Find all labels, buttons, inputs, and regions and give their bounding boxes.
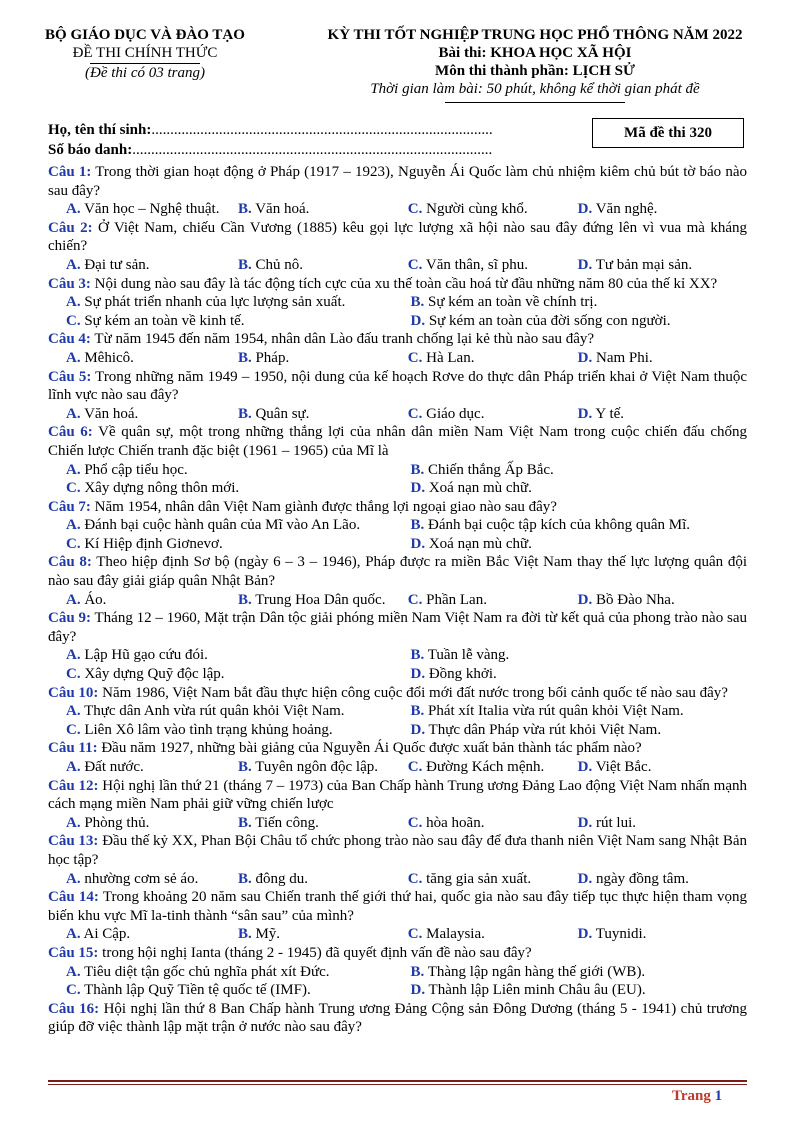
question-text: Năm 1954, nhân dân Việt Nam giành được thắng lợi ngoại giao nào sau đây? [90, 498, 557, 515]
option-text: nhường cơm sẻ áo. [80, 870, 199, 887]
option-row [48, 349, 747, 368]
question-stem [48, 368, 747, 405]
option-row [48, 516, 747, 535]
option-row [48, 721, 747, 740]
option-text: Tư bản mại sản. [592, 256, 693, 273]
option-text: Kí Hiệp định Giơnevơ. [80, 535, 223, 552]
answer-option[interactable] [220, 870, 390, 889]
answer-option[interactable] [404, 721, 747, 740]
header-right [300, 26, 770, 103]
option-row [48, 535, 747, 554]
answer-option[interactable] [390, 405, 560, 424]
option-row [48, 312, 747, 331]
question-item [48, 330, 747, 367]
answer-option[interactable] [404, 981, 747, 1000]
answer-option[interactable] [390, 200, 560, 219]
question-number: Câu 12: [48, 777, 99, 794]
option-text: Sự kém an toàn của đời sống con người. [425, 312, 671, 329]
answer-option[interactable] [404, 312, 747, 331]
option-letter: C. [407, 814, 423, 831]
option-letter: A. [66, 517, 81, 534]
answer-option[interactable] [48, 981, 404, 1000]
option-letter: A. [66, 870, 81, 887]
question-stem [48, 553, 747, 590]
question-stem [48, 944, 747, 963]
question-number: Câu 14: [48, 889, 99, 906]
option-letter: C. [66, 982, 81, 999]
question-list [48, 163, 747, 1037]
answer-option[interactable] [48, 349, 220, 368]
student-info [48, 120, 493, 160]
option-letter: A. [66, 647, 81, 664]
student-id-line [48, 140, 493, 160]
question-item [48, 944, 747, 1000]
question-number: Câu 16: [48, 1000, 100, 1017]
question-item [48, 498, 747, 554]
option-letter: C. [66, 721, 81, 738]
answer-option[interactable] [48, 461, 404, 480]
answer-option[interactable] [48, 591, 220, 610]
answer-option[interactable] [48, 963, 404, 982]
answer-option[interactable] [390, 758, 560, 777]
student-id-field[interactable]: ................................................................................................ [132, 142, 493, 158]
answer-option[interactable] [560, 758, 735, 777]
option-text: Đánh bại cuộc tập kích của không quân Mĩ. [424, 517, 691, 534]
option-letter: D. [410, 666, 426, 683]
student-name-label: Họ, tên thí sinh: [48, 122, 152, 138]
option-text: Y tế. [592, 405, 625, 422]
option-text: hòa hoãn. [422, 814, 485, 831]
question-item [48, 368, 747, 424]
option-letter: B. [237, 349, 252, 366]
option-letter: A. [66, 591, 81, 608]
answer-option[interactable] [560, 200, 735, 219]
option-text: Thành lập Liên minh Châu âu (EU). [425, 982, 646, 999]
page-number [672, 1088, 722, 1105]
answer-option[interactable] [220, 200, 390, 219]
option-letter: D. [577, 870, 593, 887]
option-text: Xây dựng Quỹ độc lập. [80, 666, 225, 683]
answer-option[interactable] [390, 591, 560, 610]
option-letter: C. [407, 591, 423, 608]
question-number: Câu 5: [48, 368, 92, 385]
option-letter: B. [410, 461, 425, 478]
official-label: ĐỀ THI CHÍNH THỨC [72, 45, 218, 61]
answer-option[interactable] [560, 405, 735, 424]
question-item [48, 609, 747, 683]
header-left [20, 26, 270, 82]
option-letter: C. [407, 256, 423, 273]
option-text: rút lui. [592, 814, 636, 831]
answer-option[interactable] [404, 479, 747, 498]
answer-option[interactable] [48, 665, 404, 684]
option-text: Giáo dục. [422, 405, 485, 422]
question-item [48, 275, 747, 331]
option-letter: B. [237, 591, 252, 608]
option-text: Đánh bại cuộc hành quân của Mĩ vào An Lão. [80, 517, 361, 534]
option-letter: D. [410, 982, 426, 999]
question-text: Theo hiệp định Sơ bộ (ngày 6 – 3 – 1946), Pháp được ra miền Bắc Việt Nam thay thế lực lượng quân đội nào sau đây giải giáp quân Nhật Bản? [48, 554, 748, 590]
option-letter: B. [410, 963, 425, 980]
answer-option[interactable] [48, 702, 404, 721]
question-stem [48, 888, 747, 925]
option-text: tăng gia sản xuất. [422, 870, 532, 887]
answer-option[interactable] [390, 256, 560, 275]
option-text: Sự phát triển nhanh của lực lượng sản xuất. [80, 294, 346, 311]
option-letter: B. [237, 405, 252, 422]
answer-option[interactable] [48, 758, 220, 777]
option-text: Phòng thủ. [80, 814, 150, 831]
option-text: Pháp. [251, 349, 290, 366]
option-row [48, 479, 747, 498]
question-text: Hội nghị lần thứ 21 (tháng 7 – 1973) của Ban Chấp hành Trung ương Đảng Lao động Việt Nam nhấn mạnh cách mạng miền Nam phải giữ vững chiến lược [48, 777, 747, 813]
option-text: Trung Hoa Dân quốc. [251, 591, 386, 608]
question-number: Câu 1: [48, 164, 92, 180]
exam-title: KỲ THI TỐT NGHIỆP TRUNG HỌC PHỔ THÔNG NĂM 2022 [327, 27, 743, 43]
answer-option[interactable] [560, 349, 735, 368]
option-letter: D. [410, 535, 426, 552]
option-row [48, 702, 747, 721]
question-stem [48, 275, 747, 294]
question-item [48, 832, 747, 888]
answer-option[interactable] [48, 721, 404, 740]
option-letter: C. [66, 312, 81, 329]
option-text: Tuần lễ vàng. [424, 647, 510, 664]
answer-option[interactable] [48, 256, 220, 275]
option-row [48, 646, 747, 665]
answer-option[interactable] [560, 591, 735, 610]
option-letter: C. [407, 405, 423, 422]
option-letter: B. [237, 926, 252, 943]
question-stem [48, 219, 747, 256]
option-text: Xoá nạn mù chữ. [425, 535, 532, 552]
page-count-note: (Đề thi có 03 trang) [85, 65, 205, 81]
question-item [48, 219, 747, 275]
question-text: Nội dung nào sau đây là tác động tích cực của xu thế toàn cầu hoá từ đầu những năm 80 của thế kỉ XX? [90, 275, 718, 292]
student-id-label: Số báo danh: [48, 142, 133, 158]
answer-option[interactable] [48, 200, 220, 219]
option-text: Hà Lan. [422, 349, 475, 366]
footer-rule-thin [48, 1084, 747, 1085]
exam-paper: Bài thi: KHOA HỌC XÃ HỘI [438, 45, 632, 61]
question-number: Câu 4: [48, 331, 91, 348]
question-number: Câu 13: [48, 833, 99, 850]
option-row [48, 758, 747, 777]
option-text: Đồng khởi. [425, 666, 497, 683]
option-letter: D. [410, 312, 426, 329]
header-right-rule [445, 102, 625, 103]
option-letter: B. [237, 814, 252, 831]
option-row [48, 293, 747, 312]
question-text: Từ năm 1945 đến năm 1954, nhân dân Lào đấu tranh chống lại kẻ thù nào sau đây? [90, 331, 595, 348]
answer-option[interactable] [220, 925, 390, 944]
question-item [48, 163, 747, 219]
answer-option[interactable] [404, 516, 747, 535]
option-text: Quân sự. [251, 405, 310, 422]
option-letter: C. [407, 870, 423, 887]
option-letter: D. [577, 201, 593, 218]
option-letter: A. [66, 759, 81, 775]
question-item [48, 888, 747, 944]
option-letter: C. [407, 349, 423, 366]
student-name-field[interactable]: ........................................................................................... [151, 122, 493, 138]
option-text: Chiến thắng Ấp Bắc. [424, 461, 554, 478]
option-text: Văn nghệ. [592, 201, 658, 218]
option-text: Lập Hũ gạo cứu đói. [80, 647, 208, 664]
option-letter: D. [577, 405, 593, 422]
question-text: Hội nghị lần thứ 8 Ban Chấp hành Trung ương Đảng Cộng sản Đông Dương (tháng 5 - 1941) chủ trương giúp đỡ việc thành lập mặt trận ở nước nào sau đây? [48, 1000, 748, 1036]
student-name-line [48, 120, 493, 140]
question-stem [48, 832, 747, 869]
answer-option[interactable] [220, 405, 390, 424]
option-text: Thành lập Quỹ Tiền tệ quốc tế (IMF). [80, 982, 311, 999]
question-stem [48, 609, 747, 646]
answer-option[interactable] [390, 925, 560, 944]
page-label: Trang [672, 1088, 711, 1104]
option-letter: A. [66, 461, 81, 478]
option-row [48, 870, 747, 889]
question-number: Câu 10: [48, 684, 99, 701]
question-stem [48, 739, 747, 758]
option-letter: D. [577, 926, 593, 943]
option-letter: A. [66, 294, 81, 311]
answer-option[interactable] [48, 479, 404, 498]
answer-option[interactable] [404, 646, 747, 665]
option-letter: A. [66, 256, 81, 273]
option-row [48, 814, 747, 833]
option-text: Đại tư sản. [80, 256, 150, 273]
option-text: Thực dân Anh vừa rút quân khỏi Việt Nam. [80, 703, 345, 720]
answer-option[interactable] [560, 925, 735, 944]
option-text: Tuynidi. [592, 926, 647, 943]
question-number: Câu 15: [48, 944, 99, 961]
option-row [48, 591, 747, 610]
answer-option[interactable] [404, 293, 747, 312]
answer-option[interactable] [560, 256, 735, 275]
option-letter: A. [66, 926, 81, 943]
question-text: Đầu năm 1927, những bài giảng của Nguyễn Ái Quốc được xuất bản thành tác phẩm nào? [97, 740, 642, 757]
ministry-name: BỘ GIÁO DỤC VÀ ĐÀO TẠO [45, 27, 245, 43]
option-row [48, 925, 747, 944]
question-text: Trong khoảng 20 năm sau Chiến tranh thế giới thứ hai, quốc gia nào sau đây tiếp tục thực hiện tham vọng biến khu vực Mĩ la-tinh thành “sân sau” của mình? [48, 889, 747, 924]
option-row [48, 405, 747, 424]
option-letter: C. [407, 201, 423, 218]
option-text: Mỹ. [251, 926, 281, 943]
option-letter: B. [237, 256, 252, 273]
answer-option[interactable] [220, 349, 390, 368]
answer-option[interactable] [404, 461, 747, 480]
option-text: Áo. [80, 591, 107, 608]
question-text: Về quân sự, một trong những thắng lợi của nhân dân miền Nam Việt Nam trong cuộc chiến đấu chống Chiến lược Chiến tranh đặc biệt (1961 – 1965) của Mĩ là [48, 424, 748, 459]
option-text: Bồ Đào Nha. [592, 591, 675, 608]
answer-option[interactable] [48, 814, 220, 833]
answer-option[interactable] [48, 293, 404, 312]
answer-option[interactable] [48, 870, 220, 889]
option-text: Sự kém an toàn về chính trị. [424, 294, 598, 311]
option-letter: B. [237, 201, 252, 218]
option-row [48, 461, 747, 480]
option-letter: D. [577, 759, 593, 775]
question-number: Câu 7: [48, 498, 91, 515]
option-text: Người cùng khổ. [422, 201, 528, 218]
option-text: Mêhicô. [80, 349, 134, 366]
question-number: Câu 6: [48, 424, 93, 441]
option-letter: C. [66, 480, 81, 497]
question-stem [48, 777, 747, 814]
option-letter: D. [410, 721, 426, 738]
option-letter: A. [66, 963, 81, 980]
option-text: Văn học – Nghệ thuật. [80, 201, 220, 218]
option-text: Malaysia. [422, 926, 485, 943]
answer-option[interactable] [390, 349, 560, 368]
option-text: đông du. [251, 870, 308, 887]
question-number: Câu 9: [48, 610, 91, 627]
question-number: Câu 11: [48, 740, 98, 757]
option-text: Chủ nô. [251, 256, 303, 273]
question-item [48, 777, 747, 833]
question-number: Câu 3: [48, 275, 91, 292]
option-letter: D. [577, 591, 593, 608]
answer-option[interactable] [48, 925, 220, 944]
question-stem [48, 498, 747, 517]
option-letter: A. [66, 405, 81, 422]
answer-option[interactable] [390, 814, 560, 833]
answer-option[interactable] [48, 535, 404, 554]
answer-option[interactable] [560, 870, 735, 889]
page-number-value: 1 [714, 1088, 723, 1104]
option-text: Văn hoá. [251, 201, 310, 218]
option-text: Thàng lập ngân hàng thế giới (WB). [424, 963, 646, 980]
option-letter: B. [410, 703, 425, 720]
answer-option[interactable] [404, 963, 747, 982]
option-text: Xoá nạn mù chữ. [425, 480, 532, 497]
option-letter: C. [407, 926, 423, 943]
option-text: Phần Lan. [422, 591, 487, 608]
option-letter: A. [66, 814, 81, 831]
answer-option[interactable] [220, 758, 390, 777]
option-letter: B. [410, 294, 425, 311]
option-text: ngày đồng tâm. [592, 870, 689, 887]
option-text: Tiến công. [251, 814, 319, 831]
option-text: Việt Bắc. [592, 759, 652, 775]
exam-duration: Thời gian làm bài: 50 phút, không kể thời gian phát đề [370, 81, 700, 97]
option-letter: B. [410, 647, 425, 664]
answer-option[interactable] [220, 256, 390, 275]
question-item [48, 423, 747, 497]
option-letter: D. [577, 256, 593, 273]
question-text: Ở Việt Nam, chiếu Cần Vương (1885) kêu gọi lực lượng xã hội nào sau đây đứng lên vì vua mà kháng chiến? [48, 219, 748, 255]
question-text: Năm 1986, Việt Nam bắt đầu thực hiện công cuộc đổi mới đất nước trong bối cảnh quốc tế nào sau đây? [98, 684, 728, 701]
answer-option[interactable] [404, 702, 747, 721]
question-item [48, 684, 747, 740]
option-text: Sự kém an toàn về kinh tế. [80, 312, 245, 329]
question-number: Câu 8: [48, 554, 92, 571]
answer-option[interactable] [220, 814, 390, 833]
option-text: Phát xít Italia vừa rút quân khỏi Việt Nam. [424, 703, 684, 720]
option-text: Đường Kách mệnh. [422, 759, 545, 775]
answer-option[interactable] [560, 814, 735, 833]
question-item [48, 1000, 747, 1037]
option-row [48, 256, 747, 275]
option-letter: A. [66, 201, 81, 218]
answer-option[interactable] [48, 312, 404, 331]
option-letter: B. [237, 759, 252, 775]
exam-code-box: Mã đề thi 320 [592, 118, 744, 148]
question-stem [48, 163, 747, 200]
answer-option[interactable] [390, 870, 560, 889]
option-text: Văn hoá. [80, 405, 139, 422]
option-text: Liên Xô lâm vào tình trạng khủng hoảng. [80, 721, 333, 738]
option-letter: B. [410, 517, 425, 534]
option-text: Ai Cập. [80, 926, 131, 943]
answer-option[interactable] [220, 591, 390, 610]
option-row [48, 665, 747, 684]
option-text: Văn thân, sĩ phu. [422, 256, 528, 273]
question-stem [48, 1000, 747, 1037]
question-item [48, 739, 747, 776]
option-text: Đất nước. [80, 759, 144, 775]
option-text: Phổ cập tiểu học. [80, 461, 188, 478]
option-letter: D. [577, 814, 593, 831]
answer-option[interactable] [48, 646, 404, 665]
option-letter: D. [577, 349, 593, 366]
option-letter: D. [410, 480, 426, 497]
question-stem [48, 684, 747, 703]
option-letter: C. [407, 759, 423, 775]
question-number: Câu 2: [48, 219, 93, 236]
option-row [48, 200, 747, 219]
answer-option[interactable] [404, 535, 747, 554]
option-letter: C. [66, 535, 81, 552]
answer-option[interactable] [48, 516, 404, 535]
option-text: Tiêu diệt tận gốc chủ nghĩa phát xít Đức. [80, 963, 330, 980]
question-text: Trong thời gian hoạt động ở Pháp (1917 – 1923), Nguyễn Ái Quốc làm chủ nhiệm kiêm chủ bút tờ báo nào sau đây? [48, 164, 747, 199]
option-row [48, 963, 747, 982]
question-item [48, 553, 747, 609]
exam-subject: Môn thi thành phần: LỊCH SỬ [435, 63, 635, 79]
question-text: Tháng 12 – 1960, Mặt trận Dân tộc giải phóng miền Nam Việt Nam ra đời từ kết quả của phong trào nào sau đây? [48, 610, 747, 645]
answer-option[interactable] [48, 405, 220, 424]
option-letter: B. [237, 870, 252, 887]
option-letter: C. [66, 666, 81, 683]
option-text: Tuyên ngôn độc lập. [251, 759, 378, 775]
question-stem [48, 423, 747, 460]
option-text: Xây dựng nông thôn mới. [80, 480, 240, 497]
option-row [48, 981, 747, 1000]
answer-option[interactable] [404, 665, 747, 684]
question-text: Đầu thế kỷ XX, Phan Bội Châu tổ chức phong trào nào sau đây để đưa thanh niên Việt Nam sang Nhật Bản học tập? [48, 833, 748, 868]
option-text: Nam Phi. [592, 349, 653, 366]
question-text: Trong những năm 1949 – 1950, nội dung của kế hoạch Rơve do thực dân Pháp triển khai ở Việt Nam thuộc lĩnh vực nào sau đây? [48, 368, 748, 404]
option-letter: A. [66, 349, 81, 366]
footer-rule [48, 1080, 747, 1082]
option-letter: A. [66, 703, 81, 720]
question-text: trong hội nghị Ianta (tháng 2 - 1945) đã quyết định vấn đề nào sau đây? [98, 944, 532, 961]
question-stem [48, 330, 747, 349]
option-text: Thực dân Pháp vừa rút khỏi Việt Nam. [425, 721, 662, 738]
